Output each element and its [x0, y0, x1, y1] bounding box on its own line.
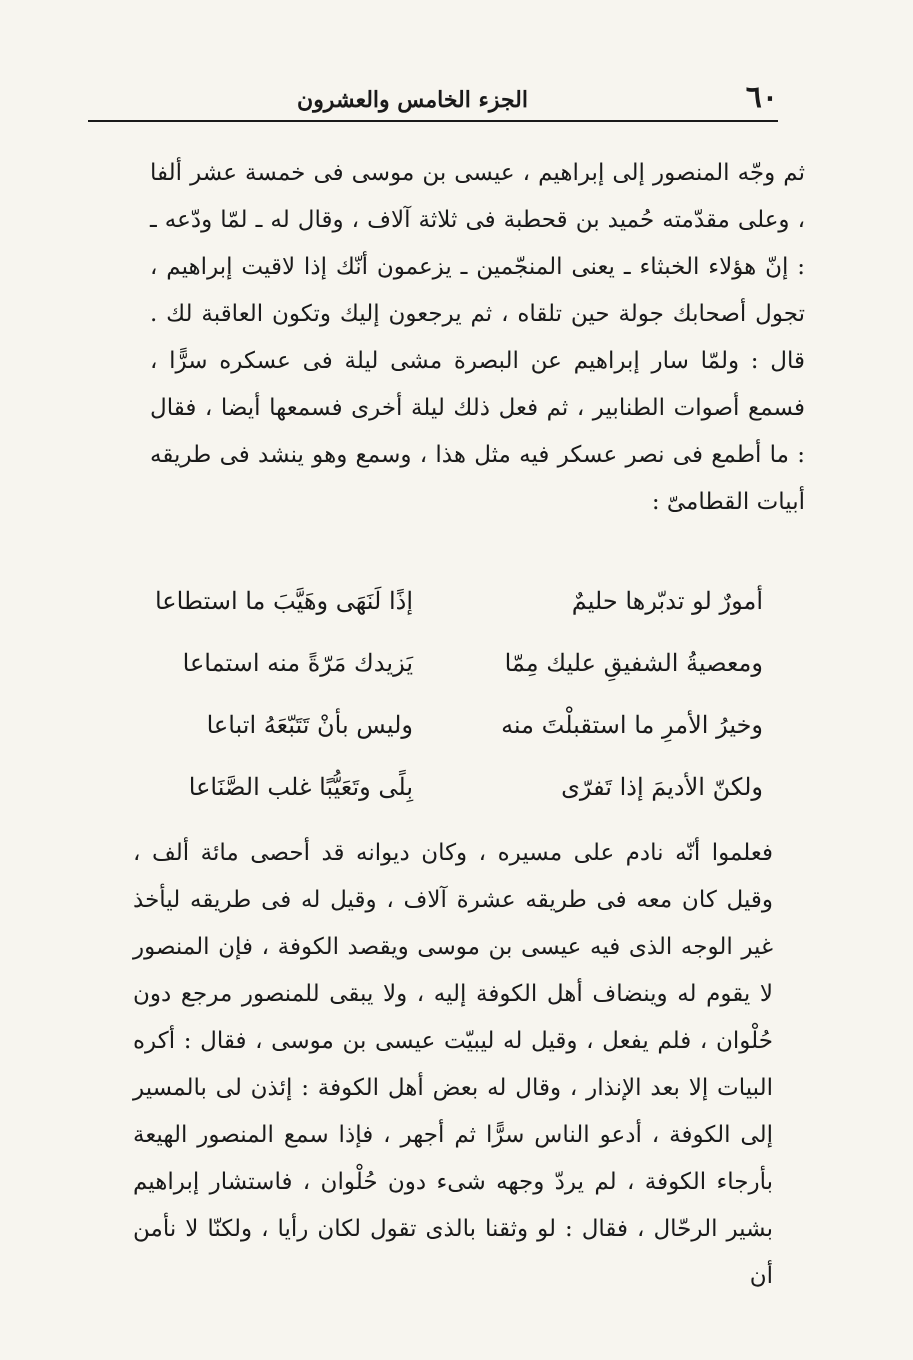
verse-first-hemistich: أمورٌ لو تدبّرها حليمٌ — [571, 587, 763, 615]
verse-first-hemistich: وخيرُ الأمرِ ما استقبلْتَ منه — [501, 711, 763, 739]
poem — [113, 570, 763, 818]
page-number: ٦٠ — [745, 80, 778, 115]
page-header — [88, 78, 778, 122]
verse-first-hemistich: ولكنّ الأديمَ إذا تَفرّى — [561, 773, 763, 801]
verse-second-hemistich: إذًا لَنَهَى وهَيَّبَ ما استطاعا — [154, 587, 413, 615]
verse-second-hemistich: وليس بأنْ تَتَبّعَهُ اتباعا — [206, 711, 413, 739]
verse-first-hemistich: ومعصيةُ الشفيقِ عليك مِمّا — [504, 649, 763, 677]
verse — [113, 756, 763, 818]
running-head: الجزء الخامس والعشرون — [297, 87, 528, 113]
verse-second-hemistich: يَزيدك مَرّةً منه استماعا — [182, 649, 413, 677]
paragraph-1 — [150, 150, 805, 526]
verse — [113, 570, 763, 632]
paragraph-1-text: ثم وجّه المنصور إلى إبراهيم ، عيسى بن موسى فى خمسة عشر ألفا ، وعلى مقدّمته حُميد بن قحطبة فى ثلاثة آلاف ، وقال له ـ لمّا ودّعه ـ : إنّ هؤلاء الخبثاء ـ يعنى المنجّمين ـ يزعمون أنّك إذا لاقيت إبراهيم ، تجول أصحابك جولة حين تلقاه ، ثم يرجعون إليك وتكون العاقبة لك . قال : ولمّا سار إبراهيم عن البصرة مشى ليلة فى عسكره سرًّا ، فسمع أصوات الطنابير ، ثم فعل ذلك ليلة أخرى فسمعها أيضا ، فقال : ما أطمع فى نصر عسكر فيه مثل هذا ، وسمع وهو ينشد فى طريقه أبيات القطامىّ : — [150, 160, 805, 515]
verse-second-hemistich: بِلًى وتَعَيُّبًا غلب الصَّنَاعا — [188, 773, 413, 801]
paragraph-2-text: فعلموا أنّه نادم على مسيره ، وكان ديوانه قد أحصى مائة ألف ، وقيل كان معه فى طريقه عشرة آلاف ، وقيل له فى طريقه ليأخذ غير الوجه الذى فيه عيسى بن موسى ويقصد الكوفة ، فإن المنصور لا يقوم له وينضاف أهل الكوفة إليه ، ولا يبقى للمنصور مرجع دون حُلْوان ، فلم يفعل ، وقيل له ليبيّت عيسى بن موسى ، فقال : أكره البيات إلا بعد الإنذار ، وقال له بعض أهل الكوفة : إئذن لى بالمسير إلى الكوفة ، أدعو الناس سرًّا ثم أجهر ، فإذا سمع المنصور الهيعة بأرجاء الكوفة ، لم يردّ وجهه شىء دون حُلْوان ، فاستشار إبراهيم بشير الرحّال ، فقال : لو وثقنا بالذى تقول لكان رأيا ، ولكنّا لا نأمن أن — [133, 840, 773, 1289]
verse — [113, 694, 763, 756]
paragraph-2 — [133, 830, 773, 1300]
verse — [113, 632, 763, 694]
